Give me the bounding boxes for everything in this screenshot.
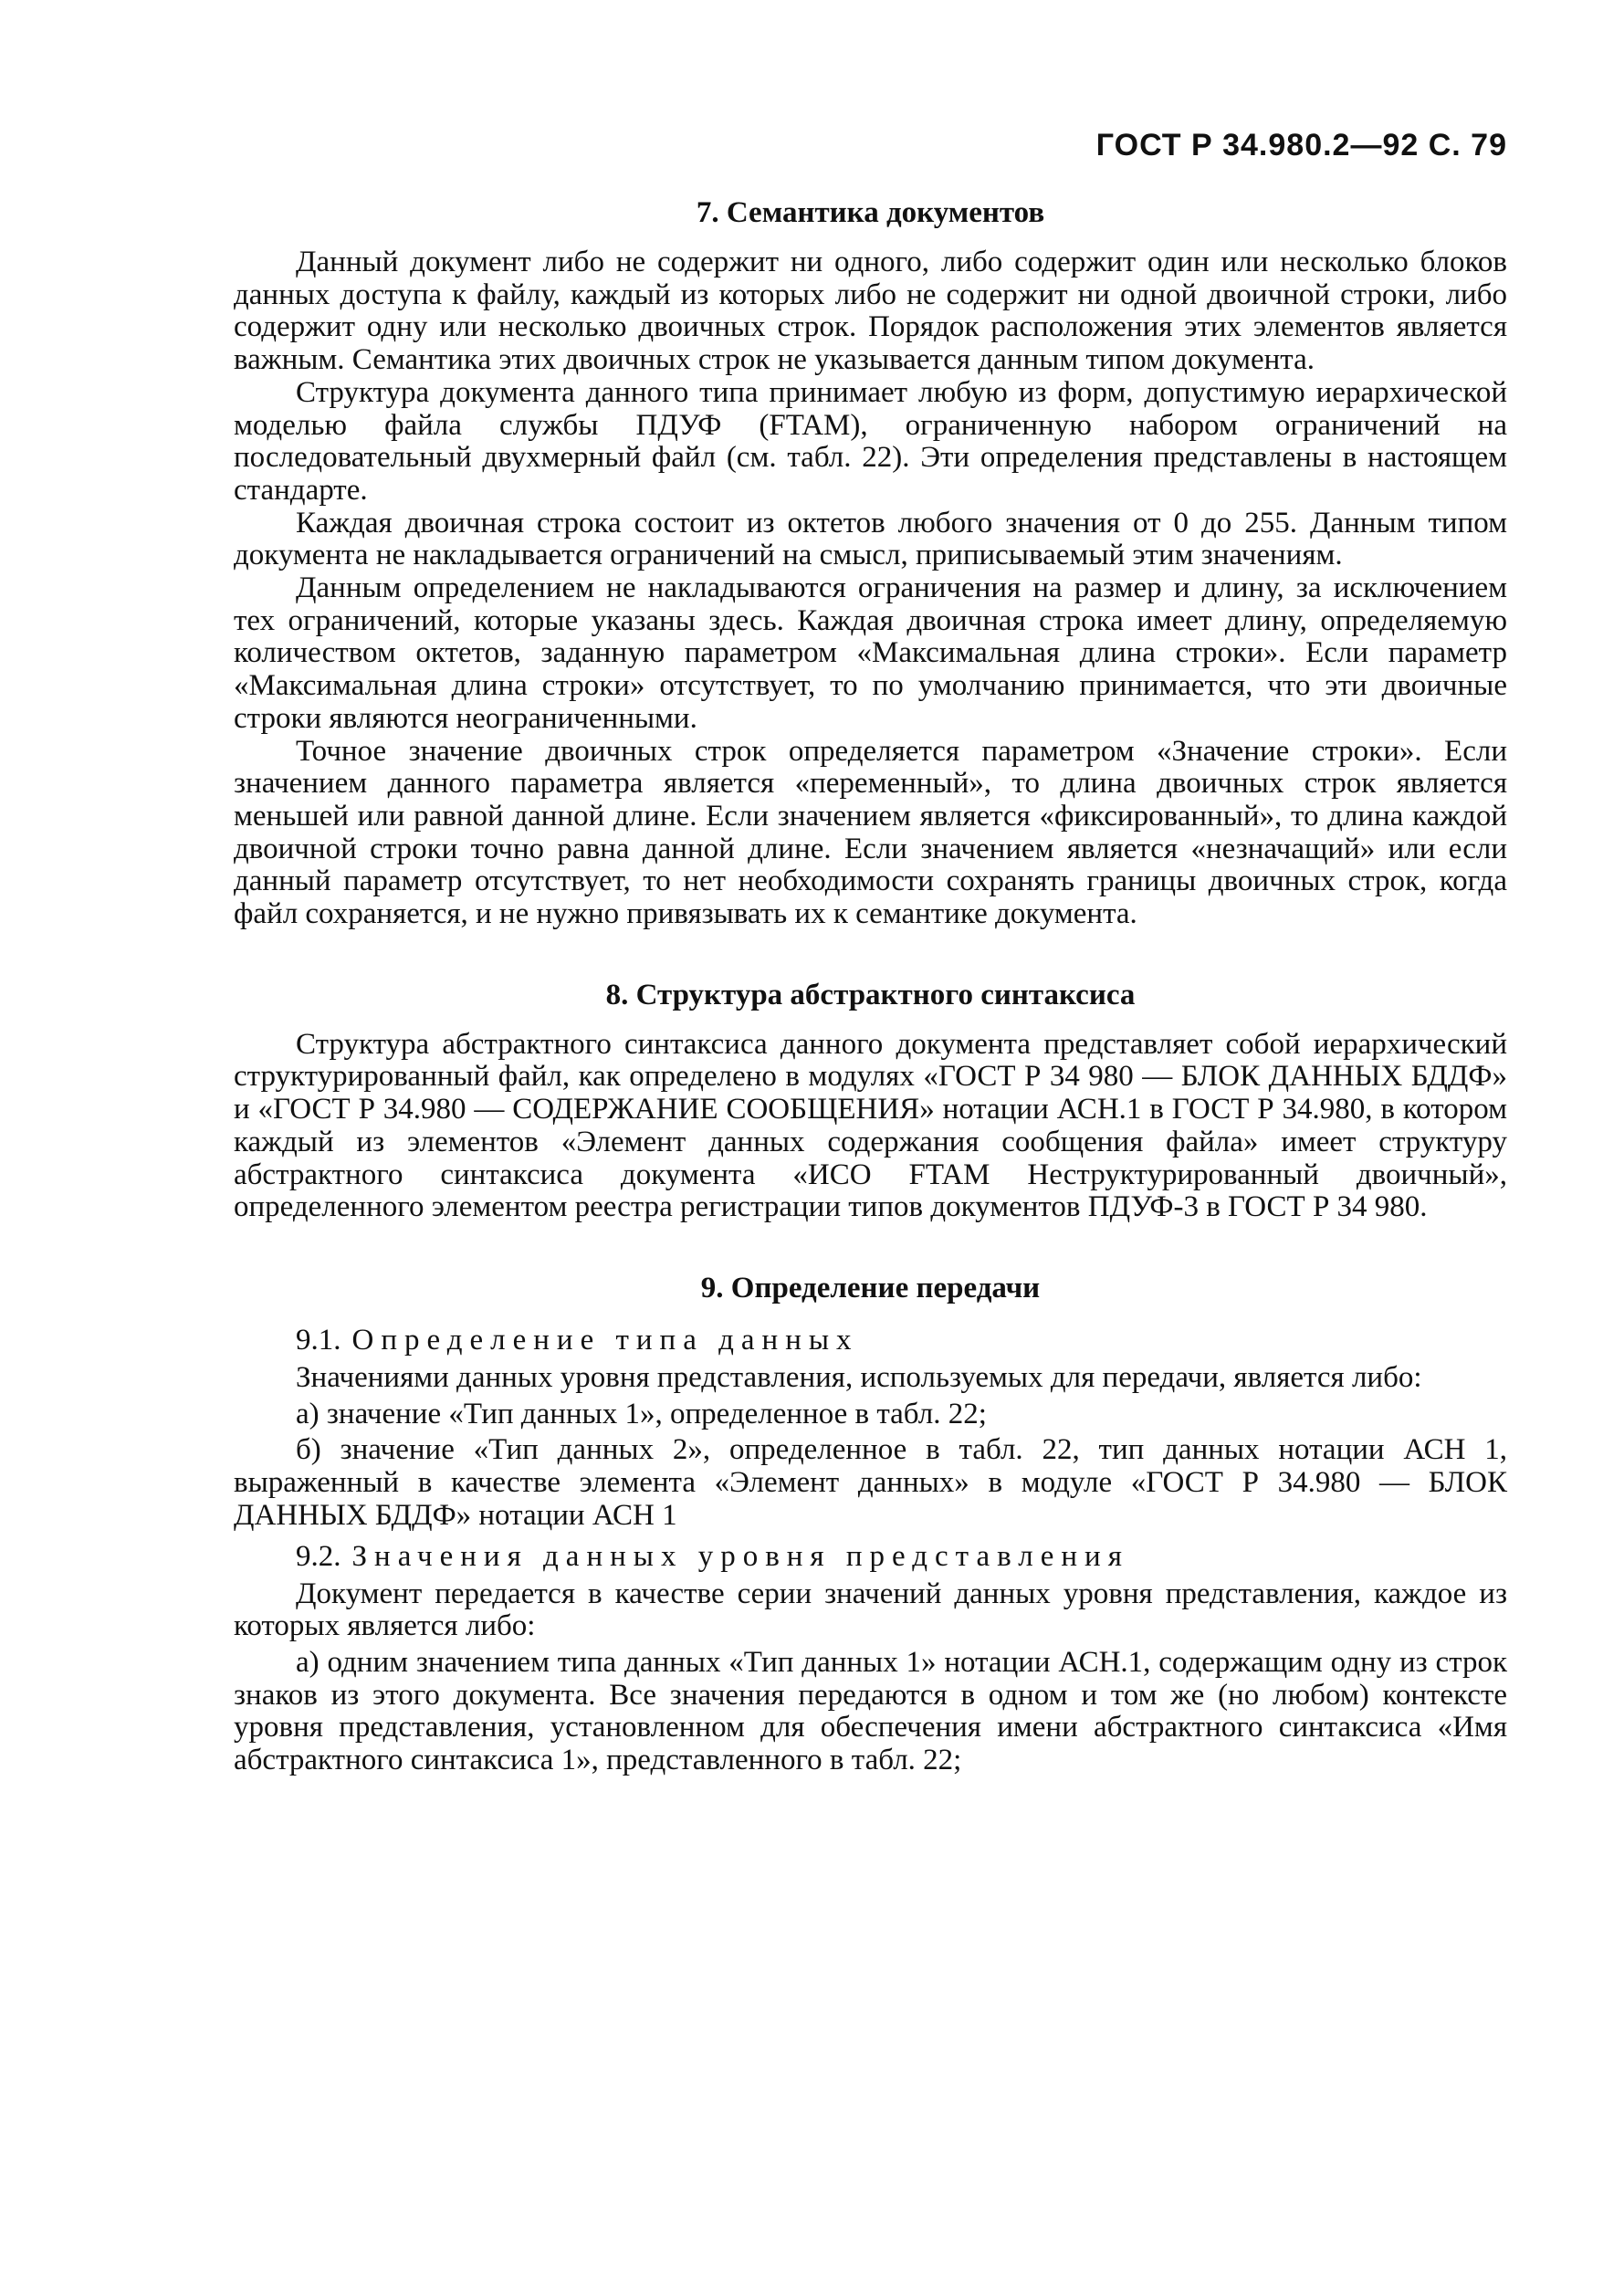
section-7-title: 7. Семантика документов xyxy=(696,196,1045,229)
subsection-9-1-heading xyxy=(234,1322,1507,1358)
subsection-9-2-item-a: а) одним значением типа данных «Тип данных 1» нотации АСН.1, содержащим одну из строк знаков из этого документа. Все значения передаются в одном и том же (но любом) контексте уровня представления, установленном для обеспечения имени абстрактного синтаксиса «Имя абстрактного синтаксиса 1», представленного в табл. 22; xyxy=(234,1645,1507,1777)
section-9-title: 9. Определение передачи xyxy=(700,1271,1041,1304)
section-7-paragraph-1: Данный документ либо не содержит ни одного, либо содержит один или несколько блоков данных доступа к файлу, каждый из которых либо не содержит ни одной двоичной строки, либо содержит одну или несколько двоичных строк. Порядок расположения этих элементов является важным. Семантика этих двоичных строк не указывается данным типом документа. xyxy=(234,246,1507,377)
section-7-paragraph-4: Данным определением не накладываются ограничения на размер и длину, за исключением тех ограничений, которые указаны здесь. Каждая двоичная строка имеет длину, определяемую количеством октетов, заданную параметром «Максимальная длина строки». Если параметр «Максимальная длина строки» отсутствует, то по умолчанию принимается, что эти двоичные строки являются неограниченными. xyxy=(234,571,1507,735)
subsection-9-2-number: 9.2. xyxy=(296,1539,341,1573)
document-page xyxy=(234,128,1507,1777)
subsection-9-1-number: 9.1. xyxy=(296,1323,341,1357)
section-8-title: 8. Структура абстрактного синтаксиса xyxy=(605,978,1136,1011)
running-head: ГОСТ Р 34.980.2—92 С. 79 xyxy=(1095,128,1507,162)
subsection-9-1-intro: Значениями данных уровня представления, используемых для передачи, является либо: xyxy=(296,1360,1422,1394)
section-7-paragraph-5: Точное значение двоичных строк определяется параметром «Значение строки». Если значением данного параметра является «переменный», то длина двоичных строк является меньшей или равной данной длине. Если значением является «фиксированный», то длина каждой двоичной строки точно равна данной длине. Если значением является «незначащий» или если данный параметр отсутствует, то нет необходимости сохранять границы двоичных строк, когда файл сохраняется, и не нужно привязывать их к семантике документа. xyxy=(234,734,1507,931)
subsection-9-1-title: Определение типа данных xyxy=(351,1323,859,1357)
subsection-9-2-heading xyxy=(234,1538,1507,1575)
section-8-paragraph-1: Структура абстрактного синтаксиса данного документа представляет собой иерархический структурированный файл, как определено в модулях «ГОСТ Р 34 980 — БЛОК ДАННЫХ БДДФ» и «ГОСТ Р 34.980 — СОДЕРЖАНИЕ СООБЩЕНИЯ» нотации АСН.1 в ГОСТ Р 34.980, в котором каждый из элементов «Элемент данных содержания сообщения файла» имеет структуру абстрактного синтаксиса документа «ИСО FTAM Неструктурированный двоичный», определенного элементом реестра регистрации типов документов ПДУФ-3 в ГОСТ Р 34 980. xyxy=(234,1027,1507,1224)
subsection-9-1-item-a: а) значение «Тип данных 1», определенное в табл. 22; xyxy=(296,1397,987,1430)
subsection-9-2-intro: Документ передается в качестве серии значений данных уровня представления, каждое из которых является либо: xyxy=(234,1577,1507,1643)
section-7-paragraph-3: Каждая двоичная строка состоит из октетов любого значения от 0 до 255. Данным типом документа не накладывается ограничений на смысл, приписываемый этим значениям. xyxy=(234,506,1507,572)
section-7-paragraph-2: Структура документа данного типа принимает любую из форм, допустимую иерархической моделью файла службы ПДУФ (FTAM), ограниченную набором ограничений на последовательный двухмерный файл (см. табл. 22). Эти определения представлены в настоящем стандарте. xyxy=(234,375,1507,507)
subsection-9-1-item-b: б) значение «Тип данных 2», определенное в табл. 22, тип данных нотации АСН 1, выраженный в качестве элемента «Элемент данных» в модуле «ГОСТ Р 34.980 — БЛОК ДАННЫХ БДДФ» нотации АСН 1 xyxy=(234,1433,1507,1532)
subsection-9-2-title: Значения данных уровня представления xyxy=(351,1539,1129,1573)
